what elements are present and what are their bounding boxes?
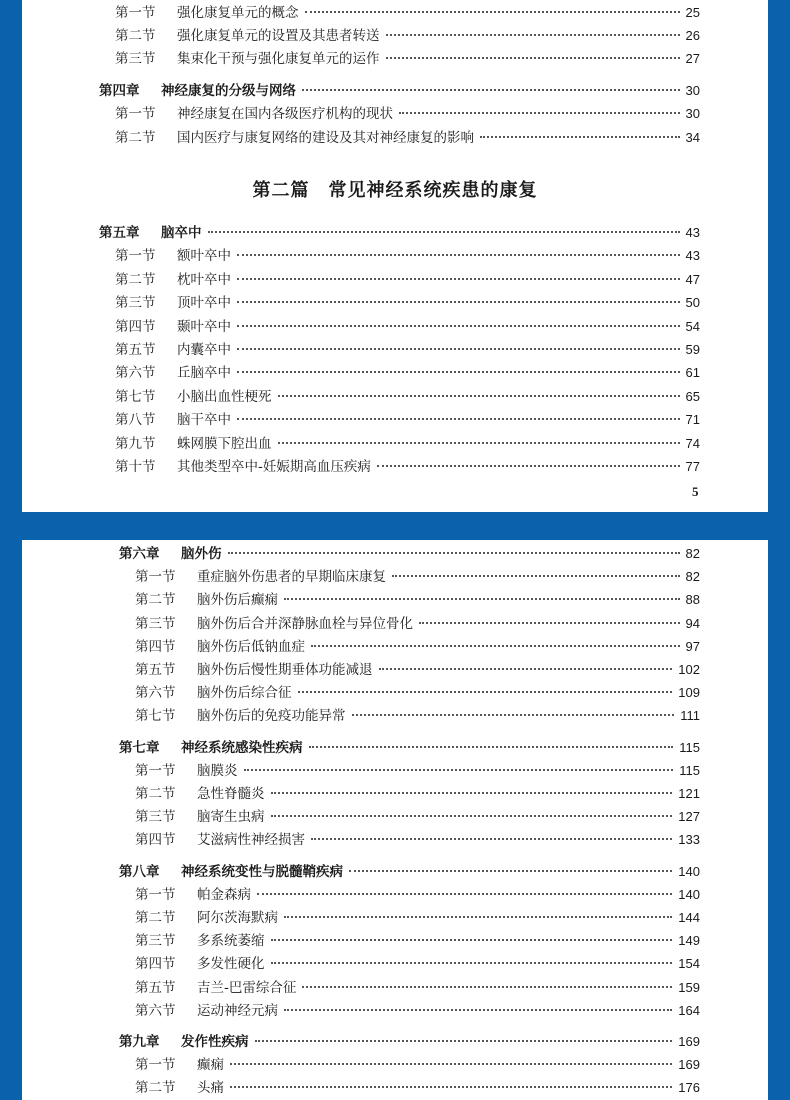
- toc-entry-page: 144: [678, 910, 700, 925]
- dot-leader: [311, 837, 672, 840]
- toc-entry-title: 小脑出血性梗死: [177, 388, 272, 405]
- dot-leader: [230, 1085, 672, 1088]
- toc-entry-title: 脑外伤后低钠血症: [197, 638, 305, 655]
- toc-entry-number: 第二节: [115, 28, 156, 44]
- toc-section-row: [115, 458, 700, 476]
- toc-entry-title: 强化康复单元的设置及其患者转送: [177, 28, 380, 44]
- toc-entry-page: 34: [685, 130, 700, 145]
- toc-entry-page: 154: [678, 956, 700, 972]
- part-title: 第二篇 常见神经系统疾患的康复: [252, 180, 538, 201]
- toc-section-row: [135, 684, 700, 702]
- dot-leader: [237, 277, 680, 280]
- toc-chapter-row: [119, 863, 700, 881]
- toc-entry-number: 第三节: [135, 809, 176, 826]
- toc-entry-title: 发作性疾病: [181, 1034, 249, 1050]
- toc-entry-number: 第四节: [135, 638, 176, 655]
- dot-leader: [480, 135, 680, 138]
- toc-section-row: [115, 364, 700, 382]
- toc-entry-page: 164: [678, 1002, 700, 1018]
- toc-entry-title: 其他类型卒中-妊娠期高血压疾病: [177, 459, 371, 475]
- toc-entry-page: 149: [678, 933, 700, 949]
- toc-entry-number: 第四节: [135, 956, 176, 973]
- dot-leader: [399, 111, 680, 114]
- toc-entry-number: 第五节: [115, 342, 156, 358]
- toc-page-bottom: [22, 540, 768, 1100]
- toc-entry-number: 第九节: [115, 435, 156, 452]
- toc-entry-number: 第六章: [119, 546, 160, 562]
- toc-entry-title: 顶叶卒中: [177, 295, 231, 312]
- toc-entry-number: 第四节: [115, 318, 156, 335]
- toc-entry-page: 61: [685, 365, 700, 381]
- toc-section-row: [135, 762, 700, 780]
- dot-leader: [255, 1039, 673, 1042]
- toc-section-row: [135, 955, 700, 973]
- toc-entry-page: 25: [685, 5, 700, 20]
- toc-entry-title: 艾滋病性神经损害: [197, 832, 305, 849]
- toc-chapter-row: [119, 739, 700, 757]
- toc-section-row: [115, 129, 700, 147]
- toc-entry-number: 第八节: [115, 412, 156, 429]
- dot-leader: [244, 768, 674, 771]
- toc-entry-title: 头痛: [197, 1080, 224, 1097]
- dot-leader: [237, 324, 680, 327]
- toc-entry-title: 脑外伤后合并深静脉血栓与异位骨化: [197, 615, 413, 632]
- toc-entry-number: 第二节: [115, 130, 156, 146]
- toc-entry-number: 第六节: [135, 685, 176, 702]
- toc-entry-number: 第二节: [135, 1080, 176, 1097]
- toc-entry-page: 121: [678, 786, 700, 801]
- toc-entry-page: 65: [685, 388, 700, 404]
- toc-entry-page: 71: [685, 412, 700, 428]
- dot-leader: [237, 347, 680, 350]
- toc-entry-number: 第二节: [135, 786, 176, 802]
- toc-entry-title: 重症脑外伤患者的早期临床康复: [197, 569, 386, 586]
- toc-entry-number: 第五节: [135, 979, 176, 996]
- toc-entry-number: 第三节: [115, 51, 156, 67]
- toc-entry-number: 第三节: [135, 933, 176, 950]
- toc-chapter-row: [99, 224, 700, 242]
- dot-leader: [237, 300, 680, 303]
- toc-entry-page: 30: [685, 83, 700, 98]
- toc-entry-number: 第七节: [135, 708, 176, 725]
- toc-section-row: [115, 341, 700, 359]
- toc-entry-title: 脑外伤后的免疫功能异常: [197, 708, 346, 725]
- toc-section-row: [115, 271, 700, 289]
- toc-entry-title: 额叶卒中: [177, 248, 231, 265]
- toc-section-row: [115, 50, 700, 68]
- page-number: 5: [692, 484, 699, 499]
- toc-entry-title: 急性脊髓炎: [197, 786, 265, 802]
- toc-entry-page: 169: [678, 1057, 700, 1073]
- toc-section-row: [135, 615, 700, 633]
- toc-entry-page: 50: [685, 295, 700, 311]
- toc-entry-page: 127: [678, 809, 700, 825]
- toc-entry-number: 第一节: [135, 569, 176, 586]
- dot-leader: [386, 56, 680, 59]
- toc-entry-page: 30: [685, 106, 700, 121]
- dot-leader: [349, 869, 672, 872]
- toc-entry-number: 第一节: [115, 106, 156, 122]
- toc-chapter-row: [99, 82, 700, 100]
- dot-leader: [298, 690, 673, 693]
- toc-entry-title: 脑外伤后慢性期垂体功能减退: [197, 662, 373, 678]
- toc-entry-title: 脑外伤后综合征: [197, 685, 292, 702]
- toc-entry-page: 159: [678, 979, 700, 995]
- dot-leader: [271, 791, 673, 794]
- toc-entry-page: 77: [685, 459, 700, 474]
- toc-entry-page: 59: [685, 342, 700, 357]
- dot-leader: [302, 985, 672, 988]
- toc-entry-number: 第二节: [135, 910, 176, 926]
- toc-section-row: [135, 831, 700, 849]
- toc-section-row: [135, 707, 700, 725]
- toc-section-row: [115, 105, 700, 123]
- toc-entry-page: 26: [685, 28, 700, 43]
- toc-entry-page: 82: [685, 546, 700, 561]
- toc-section-row: [135, 591, 700, 609]
- toc-section-row: [135, 808, 700, 826]
- toc-entry-page: 43: [685, 248, 700, 264]
- toc-entry-number: 第二节: [135, 592, 176, 609]
- toc-section-row: [115, 4, 700, 22]
- toc-entry-number: 第七节: [115, 388, 156, 405]
- toc-entry-title: 蛛网膜下腔出血: [177, 435, 272, 452]
- toc-section-row: [115, 294, 700, 312]
- toc-entry-title: 集束化干预与强化康复单元的运作: [177, 51, 380, 67]
- toc-section-row: [115, 318, 700, 336]
- toc-entry-number: 第三节: [135, 615, 176, 632]
- toc-entry-number: 第二节: [115, 271, 156, 288]
- dot-leader: [271, 814, 673, 817]
- toc-entry-number: 第九章: [119, 1034, 160, 1050]
- dot-leader: [305, 10, 680, 13]
- toc-entry-title: 神经系统变性与脱髓鞘疾病: [181, 863, 343, 880]
- toc-section-row: [135, 1002, 700, 1020]
- toc-entry-title: 脑膜炎: [197, 762, 238, 779]
- dot-leader: [237, 253, 680, 256]
- toc-section-row: [115, 435, 700, 453]
- dot-leader: [309, 745, 674, 748]
- toc-entry-title: 脑外伤后癫痫: [197, 592, 278, 609]
- toc-section-row: [115, 411, 700, 429]
- toc-entry-title: 癫痫: [197, 1057, 224, 1074]
- toc-section-row: [135, 979, 700, 997]
- dot-leader: [392, 574, 680, 577]
- toc-entry-title: 多发性硬化: [197, 956, 265, 973]
- toc-entry-title: 国内医疗与康复网络的建设及其对神经康复的影响: [177, 130, 474, 146]
- toc-entry-page: 111: [680, 708, 700, 724]
- toc-entry-page: 74: [685, 435, 700, 451]
- toc-entry-page: 54: [685, 318, 700, 334]
- toc-section-row: [115, 388, 700, 406]
- toc-entry-number: 第四章: [99, 83, 140, 99]
- dot-leader: [257, 892, 672, 895]
- toc-entry-number: 第六节: [135, 1002, 176, 1019]
- toc-entry-page: 88: [685, 592, 700, 608]
- toc-entry-title: 吉兰-巴雷综合征: [197, 979, 297, 996]
- toc-entry-title: 神经康复在国内各级医疗机构的现状: [177, 106, 393, 122]
- toc-entry-number: 第六节: [115, 365, 156, 382]
- toc-chapter-row: [119, 545, 700, 563]
- toc-section-row: [135, 568, 700, 586]
- toc-page-top: [22, 0, 768, 512]
- toc-entry-number: 第七章: [119, 739, 160, 756]
- dot-leader: [230, 1062, 672, 1065]
- toc-section-row: [135, 1079, 700, 1097]
- dot-leader: [284, 915, 672, 918]
- toc-entry-title: 颞叶卒中: [177, 318, 231, 335]
- toc-entry-page: 140: [678, 863, 700, 879]
- toc-section-row: [135, 909, 700, 927]
- dot-leader: [228, 551, 680, 554]
- toc-section-row: [135, 886, 700, 904]
- toc-entry-title: 脑干卒中: [177, 412, 231, 429]
- toc-entry-title: 脑卒中: [161, 225, 202, 241]
- toc-entry-title: 阿尔茨海默病: [197, 910, 278, 926]
- toc-entry-number: 第五节: [135, 662, 176, 678]
- toc-entry-number: 第四节: [135, 832, 176, 849]
- toc-entry-title: 多系统萎缩: [197, 933, 265, 950]
- toc-entry-number: 第一节: [135, 886, 176, 903]
- dot-leader: [311, 644, 680, 647]
- toc-entry-title: 枕叶卒中: [177, 271, 231, 288]
- dot-leader: [377, 464, 680, 467]
- toc-section-row: [135, 661, 700, 679]
- dot-leader: [271, 961, 673, 964]
- toc-section-row: [115, 247, 700, 265]
- dot-leader: [237, 417, 680, 420]
- toc-section-row: [135, 1056, 700, 1074]
- toc-entry-page: 115: [679, 762, 700, 778]
- toc-entry-page: 140: [678, 886, 700, 902]
- toc-entry-page: 133: [678, 832, 700, 848]
- toc-entry-page: 94: [685, 615, 700, 631]
- toc-entry-title: 脑外伤: [181, 546, 222, 562]
- dot-leader: [271, 938, 673, 941]
- toc-entry-title: 脑寄生虫病: [197, 809, 265, 826]
- toc-entry-page: 176: [678, 1080, 700, 1096]
- toc-section-row: [115, 27, 700, 45]
- toc-entry-page: 27: [685, 51, 700, 66]
- toc-entry-title: 强化康复单元的概念: [177, 5, 299, 21]
- toc-entry-number: 第一节: [135, 762, 176, 779]
- toc-entry-page: 109: [678, 685, 700, 701]
- toc-entry-number: 第三节: [115, 295, 156, 312]
- toc-entry-title: 神经康复的分级与网络: [161, 83, 296, 99]
- toc-section-row: [135, 785, 700, 803]
- dot-leader: [284, 1008, 672, 1011]
- toc-section-row: [135, 638, 700, 656]
- toc-entry-page: 47: [685, 271, 700, 287]
- dot-leader: [352, 713, 675, 716]
- toc-entry-number: 第五章: [99, 225, 140, 241]
- dot-leader: [379, 667, 673, 670]
- dot-leader: [419, 621, 680, 624]
- dot-leader: [278, 394, 680, 397]
- dot-leader: [284, 597, 680, 600]
- toc-entry-number: 第一节: [115, 5, 156, 21]
- toc-entry-title: 运动神经元病: [197, 1002, 278, 1019]
- toc-section-row: [135, 932, 700, 950]
- toc-entry-title: 内囊卒中: [177, 342, 231, 358]
- dot-leader: [278, 441, 680, 444]
- toc-chapter-row: [119, 1033, 700, 1051]
- dot-leader: [386, 33, 680, 36]
- toc-entry-title: 神经系统感染性疾病: [181, 739, 303, 756]
- toc-entry-number: 第一节: [115, 248, 156, 265]
- toc-entry-number: 第一节: [135, 1057, 176, 1074]
- toc-entry-number: 第八章: [119, 863, 160, 880]
- toc-entry-title: 丘脑卒中: [177, 365, 231, 382]
- dot-leader: [302, 88, 680, 91]
- toc-entry-page: 82: [685, 569, 700, 585]
- toc-entry-page: 169: [678, 1034, 700, 1049]
- toc-entry-title: 帕金森病: [197, 886, 251, 903]
- dot-leader: [208, 230, 680, 233]
- dot-leader: [237, 370, 680, 373]
- toc-entry-number: 第十节: [115, 459, 156, 475]
- toc-entry-page: 115: [679, 739, 700, 755]
- toc-entry-page: 97: [685, 638, 700, 654]
- toc-entry-page: 43: [685, 225, 700, 240]
- toc-entry-page: 102: [678, 662, 700, 677]
